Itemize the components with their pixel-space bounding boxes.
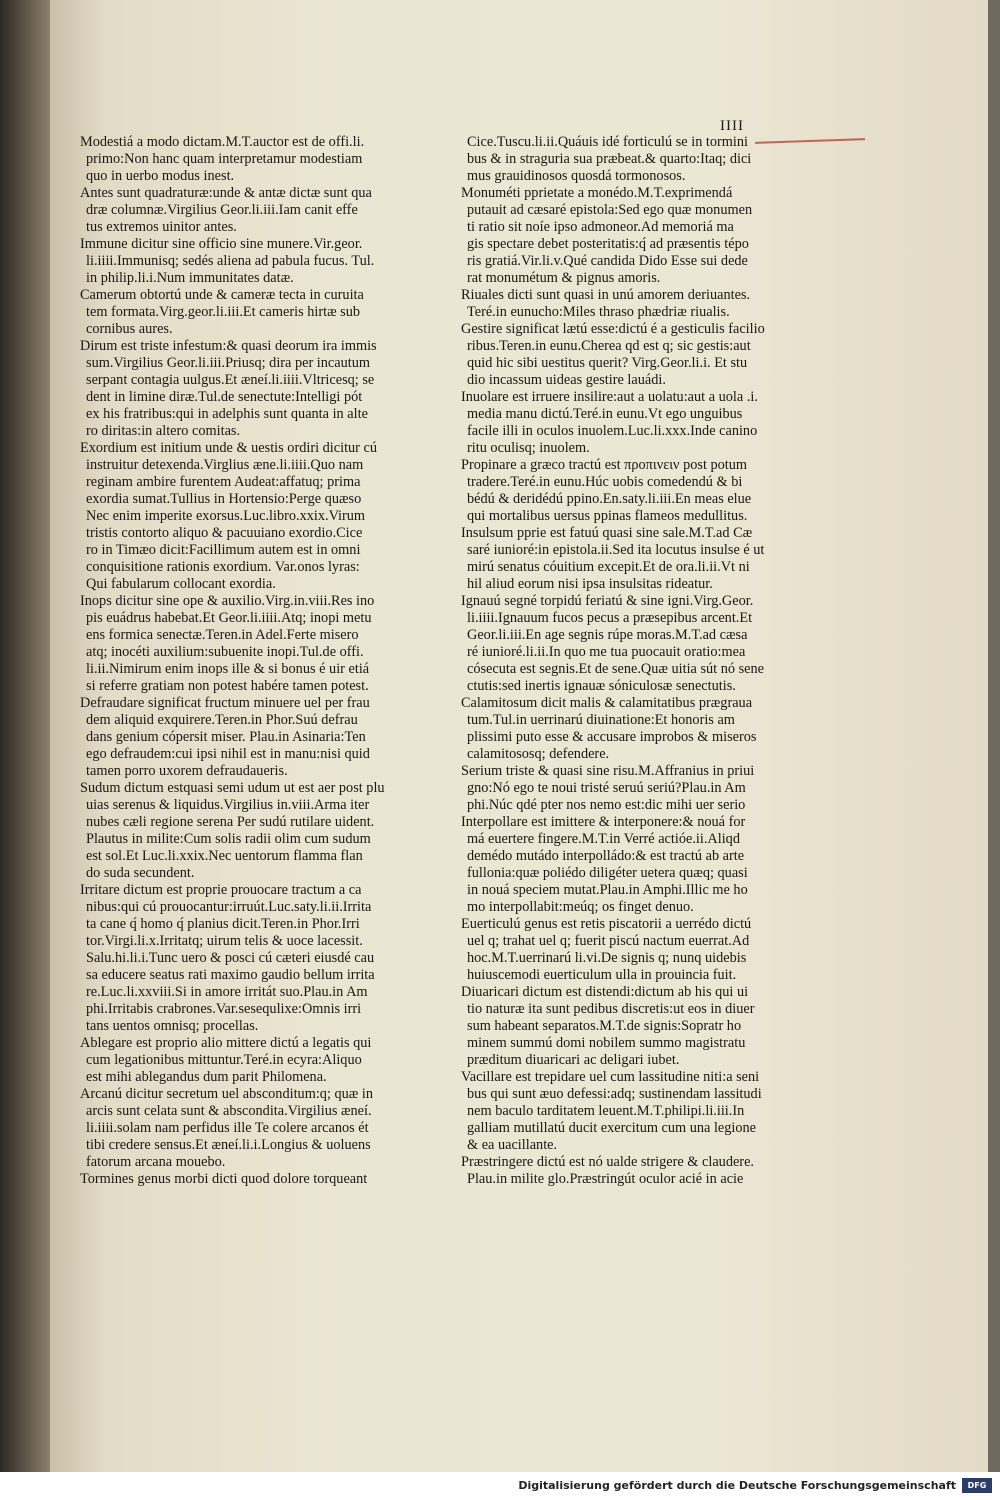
text-line: Præstringere dictú est nó ualde strigere & claudere.: [461, 1154, 754, 1170]
text-line: tradere.Teré.in eunu.Húc uobis comedendú & bi: [467, 474, 743, 490]
text-line: Modestiá a modo dictam.M.T.auctor est de offi.li.: [80, 134, 365, 150]
text-line: facile illi in oculos inuolem.Luc.li.xxx.Inde canino: [467, 423, 758, 439]
text-line: tum.Tul.in uerrinarú diuinatione:Et honoris am: [467, 712, 735, 728]
text-line: est mihi ablegandus dum parit Philomena.: [86, 1069, 327, 1085]
text-line: Tormines genus morbi dicti quod dolore torqueant: [80, 1171, 368, 1187]
text-line: bus & in straguria sua præbeat.& quarto:Itaq; dici: [467, 151, 752, 167]
text-line: dent in limine diræ.Tul.de senectute:Intelligi pót: [86, 389, 363, 405]
text-line: Qui fabularum collocant exordia.: [86, 576, 276, 592]
text-line: qui mortalibus uersus ppinas flameos medullitus.: [467, 508, 748, 524]
text-line: gno:Nó ego te noui tristé seruú seriú?Plau.in Am: [467, 780, 746, 796]
text-line: sum.Virgilius Geor.li.iii.Priusq; dira per incautum: [86, 355, 370, 371]
text-line: li.iiii.solam nam perfidus ille Te colere arcanos ét: [86, 1120, 369, 1136]
text-line: fullonia:quæ poliédo diligéter uetera quæq; quasi: [467, 865, 748, 881]
text-line: tibi credere sensus.Et æneí.li.i.Longius & uoluens: [86, 1137, 371, 1153]
text-line: quid hic sibi uestitus querit? Virg.Geor.li.i. Et stu: [467, 355, 748, 371]
text-line: in nouá speciem mutat.Plau.in Amphi.Illic me ho: [467, 882, 748, 898]
text-line: demédo mutádo interpolládo:& est tractú ab arte: [467, 848, 745, 864]
text-line: arcis sunt celata sunt & abscondita.Virgilius æneí.: [86, 1103, 372, 1119]
text-line: dem aliquid exquirere.Teren.in Phor.Suú defrau: [86, 712, 358, 728]
text-line: reginam ambire furentem Audeat:affatuq; prima: [86, 474, 361, 490]
text-line: dio incassum uideas gestire lauádi.: [467, 372, 666, 388]
text-line: galliam mutillatú ducit exercitum cum una legione: [467, 1120, 757, 1136]
text-line: li.ii.Nimirum enim inops ille & si bonus é uir etiá: [86, 661, 370, 677]
text-line: media manu dictú.Teré.in eunu.Vt ego unguibus: [467, 406, 743, 422]
text-line: ro in Timæo dicit:Facillimum autem est in omni: [86, 542, 361, 558]
text-line: nibus:qui cú prouocantur:irruút.Luc.saty.li.ii.Irrita: [86, 899, 372, 915]
text-line: Vacillare est trepidare uel cum lassitudine niti:a seni: [461, 1069, 760, 1085]
text-line: rat monumétum & pignus amoris.: [467, 270, 661, 286]
text-line: dræ columnæ.Virgilius Geor.li.iii.Iam canit effe: [86, 202, 358, 218]
page-edge: [988, 0, 1000, 1472]
text-line: mo interpollabit:meúq; os finget denuo.: [467, 899, 694, 915]
text-line: Exordium est initium unde & uestis ordiri dicitur cú: [80, 440, 378, 456]
text-line: bus qui sunt æuo defessi:adq; sustinendam lassitudi: [467, 1086, 762, 1102]
text-line: ens formica senectæ.Teren.in Adel.Ferte misero: [86, 627, 359, 643]
text-line: ritu oculisq; inuolem.: [467, 440, 590, 456]
text-line: Geor.li.iii.En age segnis rúpe moras.M.T.ad cæsa: [467, 627, 748, 643]
text-line: nubes cæli regione serena Per sudú rutilare uident.: [86, 814, 375, 830]
text-line: hoc.M.T.uerrinarú li.vi.De signis q; nunq uidebis: [467, 950, 747, 966]
text-line: ctutis:sed inertis ignauæ sóniculosæ senectutis.: [467, 678, 736, 694]
text-line: quo in uerbo modus inest.: [86, 168, 235, 184]
text-line: cum legationibus mittuntur.Teré.in ecyra:Aliquo: [86, 1052, 362, 1068]
text-line: tans uentos omnisq; procellas.: [86, 1018, 259, 1034]
text-line: ris gratiá.Vir.li.v.Qué candida Dido Esse sui dede: [467, 253, 748, 269]
text-line: Ignauú segné torpidú feriatú & sine igni.Virg.Geor.: [461, 593, 754, 609]
text-line: uel q; trahat uel q; fuerit piscú nactum euerrat.Ad: [467, 933, 750, 949]
text-line: serpant contagia uulgus.Et æneí.li.iiii.Vltricesq; se: [86, 372, 375, 388]
dfg-logo-icon: DFG: [962, 1478, 992, 1493]
left-text-column: [80, 134, 448, 1188]
text-line: atq; inocéti auxilium:subuenite inopi.Tul.de offi.: [86, 644, 364, 660]
text-line: huiuscemodi euerticulum ulla in prouincia fuit.: [467, 967, 737, 983]
text-line: pis euádrus habebat.Et Geor.li.iiii.Atq; inopi metu: [86, 610, 372, 626]
text-line: bédú & deridédú ppino.En.saty.li.iii.En meas elue: [467, 491, 752, 507]
text-line: Arcanú dicitur secretum uel absconditum:q; quæ in: [80, 1086, 374, 1102]
text-line: Antes sunt quadraturæ:unde & antæ dictæ sunt qua: [80, 185, 372, 201]
text-line: tio naturæ ita sunt pedibus discretis:ut eos in diuer: [467, 1001, 755, 1017]
text-line: Propinare a græco tractú est προπινειν post potum: [461, 457, 748, 473]
text-line: Calamitosum dicit malis & calamitatibus prægraua: [461, 695, 753, 711]
text-line: est sol.Et Luc.li.xxix.Nec uentorum flamma flan: [86, 848, 363, 864]
text-line: Dirum est triste infestum:& quasi deorum ira immis: [80, 338, 377, 354]
text-line: Serium triste & quasi sine risu.M.Affranius in priui: [461, 763, 755, 779]
text-line: Inops dicitur sine ope & auxilio.Virg.in.viii.Res ino: [80, 593, 375, 609]
text-line: ego defraudem:cui ipsi nihil est in manu:nisi quid: [86, 746, 370, 762]
text-line: si referre gratiam non potest habére tamen potest.: [86, 678, 369, 694]
text-line: fatorum arcana mouebo.: [86, 1154, 226, 1170]
folio-number: IIII: [720, 118, 744, 134]
text-line: Teré.in eunucho:Miles thraso phædriæ riualis.: [467, 304, 730, 320]
text-line: minem summú domi nobilem summo magistratu: [467, 1035, 746, 1051]
text-line: Plau.in milite glo.Præstringút oculor acié in acie: [467, 1171, 744, 1187]
text-line: præditum diuaricari ac deligari iubet.: [467, 1052, 680, 1068]
text-line: primo:Non hanc quam interpretamur modestiam: [86, 151, 363, 167]
text-line: mirú senatus cóuitium excepit.Et de ora.li.ii.Vt ni: [467, 559, 750, 575]
text-line: saré iunioré:in epistola.ii.Sed ita locutus insulse é ut: [467, 542, 765, 558]
text-line: re.Luc.li.xxviii.Si in amore irritát suo.Plau.in Am: [86, 984, 368, 1000]
text-line: phi.Irritabis crabrones.Var.sesequlixe:Omnis irri: [86, 1001, 362, 1017]
text-line: sa educere seatus rati maximo gaudio bellum irrita: [86, 967, 375, 983]
text-line: ré iunioré.li.ii.In quo me tua puocauit oratio:mea: [467, 644, 746, 660]
text-line: tus extremos uinitor antes.: [86, 219, 237, 235]
text-line: uias serenus & liquidus.Virgilius in.viii.Arma iter: [86, 797, 370, 813]
text-line: Diuaricari dictum est distendi:dictum ab his qui ui: [461, 984, 749, 1000]
text-line: tor.Virgi.li.x.Irritatq; uirum telis & uoce lacessit.: [86, 933, 363, 949]
text-line: Sudum dictum estquasi semi udum ut est aer post plu: [80, 780, 385, 796]
text-line: putauit ad cæsaré epistola:Sed ego quæ monumen: [467, 202, 753, 218]
text-line: Riuales dicti sunt quasi in unú amorem deriuantes.: [461, 287, 751, 303]
text-line: ro diritas:in altero comitas.: [86, 423, 241, 439]
text-line: Ablegare est proprio alio mittere dictú a legatis qui: [80, 1035, 372, 1051]
text-line: li.iiii.Immunisq; sedés aliena ad pabula fucus. Tul.: [86, 253, 375, 269]
text-line: Irritare dictum est proprie prouocare tractum a ca: [80, 882, 362, 898]
text-line: gis spectare debet posteritatis:q́ ad præsentis tépo: [467, 236, 749, 252]
text-line: Salu.hi.li.i.Tunc uero & posci cú cæteri eiusdé cau: [86, 950, 375, 966]
text-line: ta cane q́ homo q́ planius dicit.Teren.in Phor.Irri: [86, 916, 360, 932]
text-line: tamen porro uxorem defraudaueris.: [86, 763, 288, 779]
text-line: in philip.li.i.Num immunitates datæ.: [86, 270, 294, 286]
text-line: tem formata.Virg.geor.li.iii.Et cameris hirtæ sub: [86, 304, 361, 320]
text-line: tristis contorto aliquo & pacuuiano exordio.Cice: [86, 525, 363, 541]
text-line: ti ratio sit noíe ipso admoneor.Ad memoriá ma: [467, 219, 734, 235]
text-line: mus grauidinosos quosdá tormonosos.: [467, 168, 686, 184]
right-text-column: [461, 134, 833, 1188]
text-line: Monuméti pprietate a monédo.M.T.exprimendá: [461, 185, 733, 201]
text-line: Camerum obtortú unde & cameræ tecta in curuita: [80, 287, 364, 303]
text-line: do suda secundent.: [86, 865, 195, 881]
text-line: plissimi puto esse & accusare improbos & miseros: [467, 729, 757, 745]
text-line: Plautus in milite:Cum solis radii olim cum sudum: [86, 831, 371, 847]
text-line: exordia sumat.Tullius in Hortensio:Perge quæso: [86, 491, 362, 507]
footer-credit: Digitalisierung gefördert durch die Deutsche Forschungsgemeinschaft: [518, 1479, 956, 1492]
text-line: nem baculo tarditatem leuent.M.T.philipi.li.iii.In: [467, 1103, 745, 1119]
text-line: conquisitione rationis exordium. Var.onos lyras:: [86, 559, 360, 575]
text-line: Interpollare est imittere & interponere:& nouá for: [461, 814, 746, 830]
text-line: ex his fratribus:qui in adelphis sunt quanta in alte: [86, 406, 368, 422]
text-line: Defraudare significat fructum minuere uel per frau: [80, 695, 370, 711]
digitization-footer: [0, 1472, 1000, 1500]
text-line: cornibus aures.: [86, 321, 173, 337]
text-line: li.iiii.Ignauum fucos pecus a præsepibus arcent.Et: [467, 610, 753, 626]
text-line: hil aliud eorum nisi ipsa insulsitas rideatur.: [467, 576, 713, 592]
text-line: Immune dicitur sine officio sine munere.Vir.geor.: [80, 236, 363, 252]
text-line: cósecuta est segnis.Et de sene.Quæ uitia sút nó sene: [467, 661, 764, 677]
text-line: Insulsum pprie est fatuú quasi sine sale.M.T.ad Cæ: [461, 525, 753, 541]
text-line: calamitososq; defendere.: [467, 746, 610, 762]
text-line: instruitur detexenda.Virglius æne.li.iiii.Quo nam: [86, 457, 364, 473]
text-line: Nec enim imperite exorsus.Luc.libro.xxix.Virum: [86, 508, 366, 524]
text-line: & ea uacillante.: [467, 1137, 558, 1153]
text-line: Gestire significat lætú esse:dictú é a gesticulis facilio: [461, 321, 765, 337]
text-line: dans genium cópersit miser. Plau.in Asinaria:Ten: [86, 729, 366, 745]
text-line: Inuolare est irruere insilire:aut a uolatu:aut a uola .i.: [461, 389, 758, 405]
text-line: má euertere fingere.M.T.in Verré actióe.ii.Aliqd: [467, 831, 740, 847]
text-line: sum habeant separatos.M.T.de signis:Sopratr ho: [467, 1018, 742, 1034]
text-line: Cice.Tuscu.li.ii.Quáuis idé forticulú se in tormini: [467, 134, 749, 150]
text-line: ribus.Teren.in eunu.Cherea qd est q; sic gestis:aut: [467, 338, 751, 354]
text-line: phi.Núc qdé pter nos nemo est:dic mihi uer serio: [467, 797, 746, 813]
text-line: Euerticulú genus est retis piscatorii a uerrédo dictú: [461, 916, 752, 932]
